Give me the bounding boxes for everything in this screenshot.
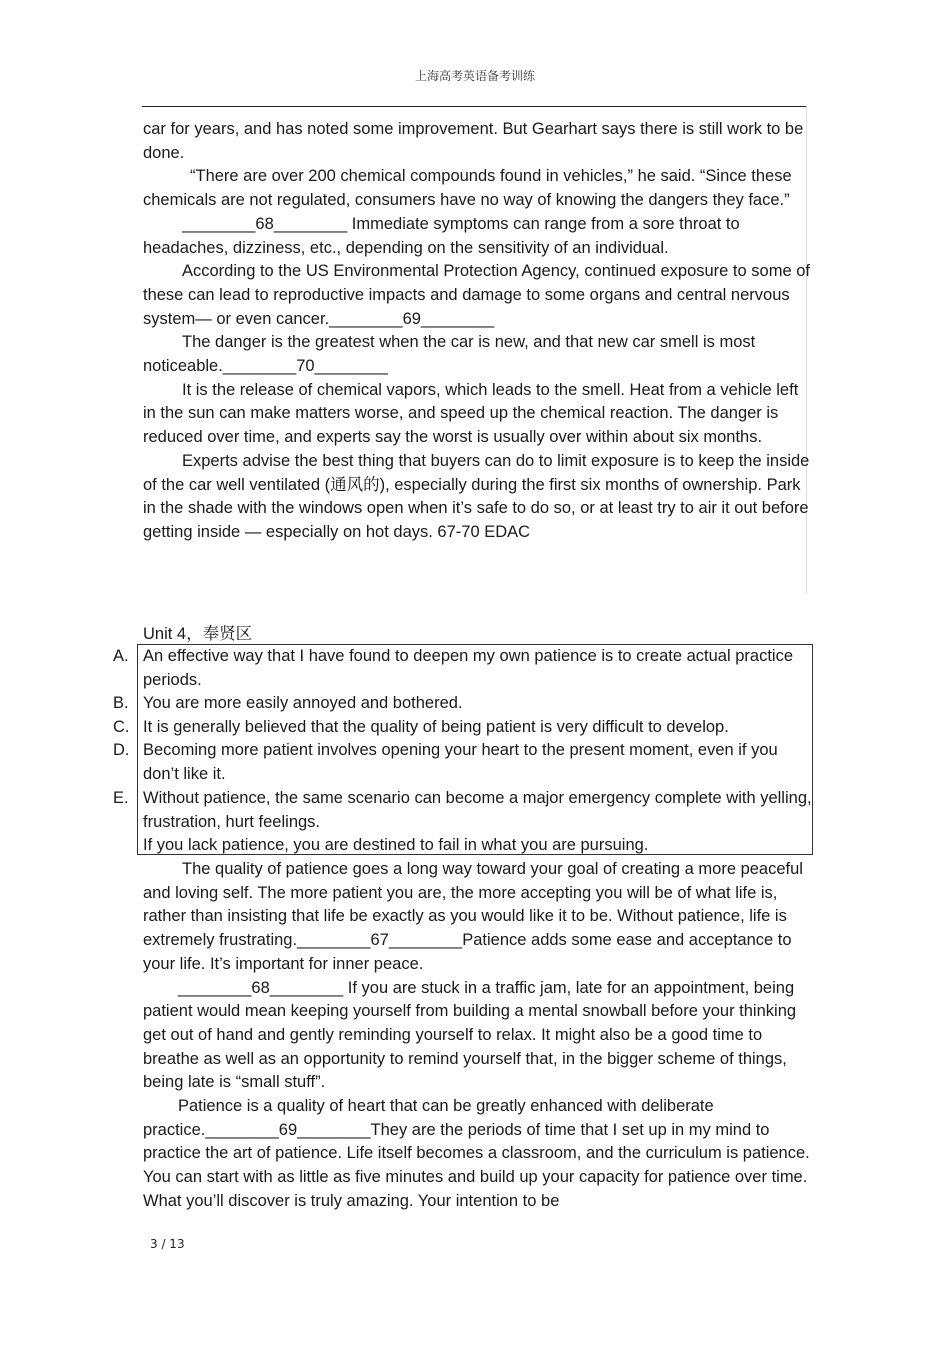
option-text: If you lack patience, you are destined to fail in what you are pursuing. [143,836,649,854]
option-letter: D. [113,741,130,759]
option-text: Without patience, the same scenario can become a major emergency complete with yelling, frustration, hurt feelings. [143,789,812,831]
option-text: An effective way that I have found to deepen my own patience is to create actual practice periods. [143,647,794,689]
paragraph: The danger is the greatest when the car is new, and that new car smell is most noticeable.________70________ [143,333,756,376]
page-number: 3 / 13 [150,1237,185,1251]
paragraph: Patience is a quality of heart that can be greatly enhanced with deliberate practice.________69________They are the periods of time that I set up in my mind to practice the art of patience. Life itself becomes a classroom, and the curriculum is patience. You can start with as little as five minutes and build up your capacity for patience over time. What you’ll discover is truly amazing. Your intention to be [143,1097,810,1210]
page-header: 上海高考英语备考训练 [414,69,535,83]
paragraph: “There are over 200 chemical compounds found in vehicles,” he said. “Since these chemicals are not regulated, consumers have no way of knowing the dangers they face.” [143,167,792,210]
option-f [113,834,815,858]
option-c [113,716,815,740]
paragraph: car for years, and has noted some improvement. But Gearhart says there is still work to be done. [143,120,804,162]
passage-2 [143,858,815,1214]
option-text: It is generally believed that the quality of being patient is very difficult to develop. [143,718,729,736]
paragraph: ________68________ If you are stuck in a traffic jam, late for an appointment, being patient would mean keeping yourself from building a mental snowball before your thinking get out of hand and gently reminding yourself to relax. It might also be a good time to breathe as well as an opportunity to remind yourself that, in the bigger scheme of things, being late is “small stuff”. [143,978,797,1092]
paragraph: It is the release of chemical vapors, which leads to the smell. Heat from a vehicle left in the sun can make matters worse, and speed up the chemical reaction. The danger is reduced over time, and experts say the worst is usually over within about six months. [143,380,799,447]
option-a [113,645,815,692]
option-letter: C. [113,718,130,736]
passage-1 [143,118,815,545]
paragraph: Experts advise the best thing that buyers can do to limit exposure is to keep the inside of the car well ventilated (通风的), especially during the first six months of ownership. Park in the shade with the windows open when it’s safe to do so, or at least try to air it out before getting inside — especially on hot days. 67-70 EDAC [143,451,810,541]
option-b [113,692,815,716]
option-text: You are more easily annoyed and bothered. [143,694,463,712]
paragraph: The quality of patience goes a long way toward your goal of creating a more peaceful and loving self. The more patient you are, the more accepting you will be of what life is, rather than insisting that life be exactly as you would like it to be. Without patience, life is extremely frustrating.________67________Patience adds some ease and acceptance to your life. It’s important for inner peace. [143,860,803,973]
paragraph: According to the US Environmental Protection Agency, continued exposure to some of these can lead to reproductive impacts and damage to some organs and central nervous system— or even cancer.________69________ [143,262,810,328]
header-divider [142,106,806,107]
option-letter: B. [113,694,129,712]
option-e [113,787,815,834]
paragraph: ________68________ Immediate symptoms can range from a sore throat to headaches, dizziness, etc., depending on the sensitivity of an individual. [143,214,740,257]
section-title: Unit 4，奉贤区 [143,625,253,643]
option-text: Becoming more patient involves opening your heart to the present moment, even if you don’t like it. [143,741,778,783]
option-letter: E. [113,789,129,807]
option-d [113,739,815,786]
option-letter: A. [113,647,129,665]
